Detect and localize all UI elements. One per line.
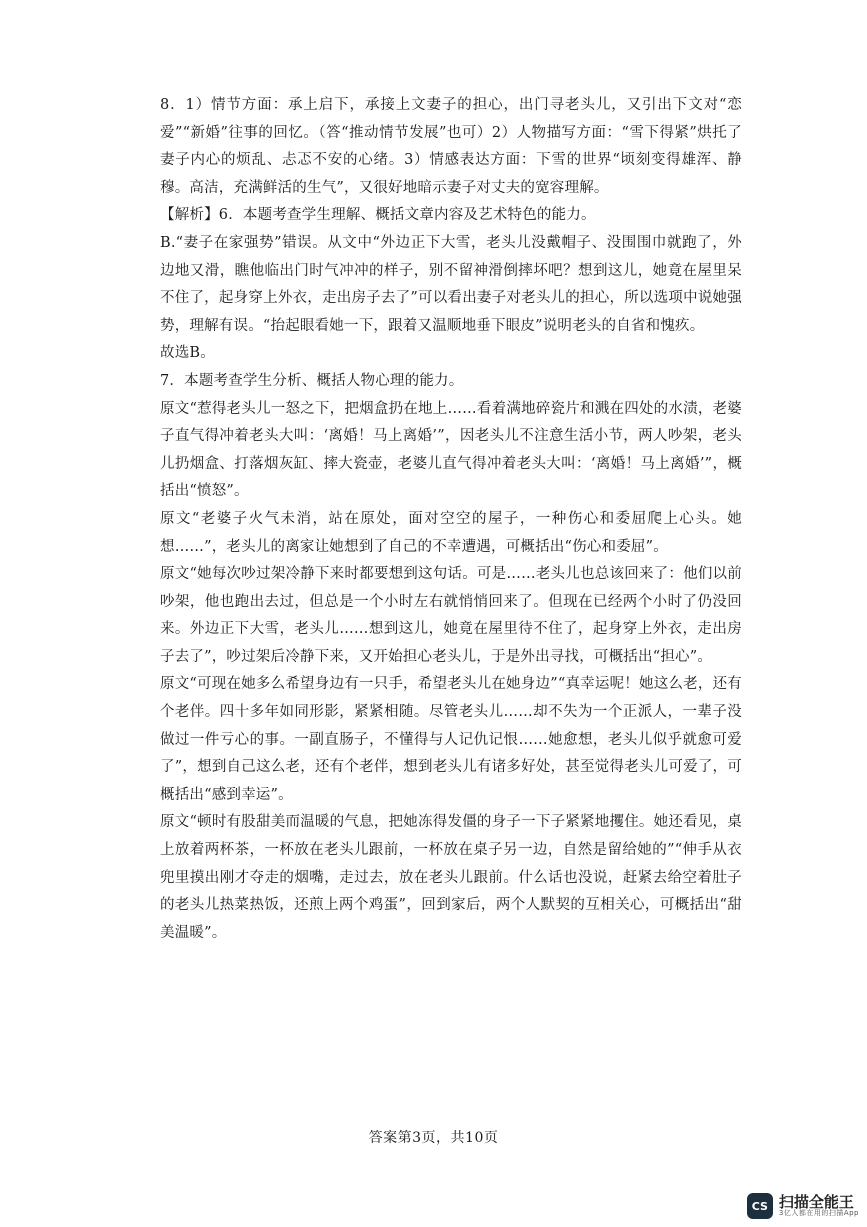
quote-anger: 原文“惹得老头儿一怒之下，把烟盒扔在地上……看着满地碎瓷片和溅在四处的水渍，老婆子直气得冲着老头大叫：‘离婚！马上离婚’”，因老头儿不注意生活小节，两人吵架，老头儿扔烟盒、打落烟灰缸、摔大瓷壶，老婆儿直气得冲着老头大叫：‘离婚！马上离婚’”，概括出“愤怒”。 (160, 400, 742, 500)
quote-worry: 原文“她每次吵过架冷静下来时都要想到这句话。可是……老头儿也总该回来了：他们以前吵架，他也跑出去过，但总是一个小时左右就悄悄回来了。但现在已经两个小时了仍没回来。外边正下大雪，老头儿……想到这儿，她竟在屋里待不住了，起身穿上外衣，走出房子去了”，吵过架后冷静下来，又开始担心老头儿，于是外出寻找，可概括出“担心”。 (160, 566, 742, 665)
answer-8-paragraph: 8．1）情节方面：承上启下，承接上文妻子的担心，出门寻老头儿，又引出下文对“恋爱”“新婚”往事的回忆。（答“推动情节发展”也可）2）人物描写方面：“雪下得紧”烘托了妻子内心的烦乱、忐忑不安的心绪。3）情感表达方面：下雪的世界“顷刻变得雄浑、静穆。高洁，充满鲜活的生气”，又很好地暗示妻子对丈夫的宽容理解。 (160, 97, 742, 196)
analysis-heading: 【解析】6．本题考查学生理解、概括文章内容及艺术特色的能力。 (160, 207, 596, 224)
watermark-app-name: 扫描全能王 (778, 1192, 854, 1211)
watermark-text (779, 1194, 859, 1218)
quote-sweet-warm: 原文“顿时有股甜美而温暖的气息，把她冻得发僵的身子一下子紧紧地攫住。她还看见，桌上放着两杯茶，一杯放在老头儿跟前，一杯放在桌子另一边，自然是留给她的”“伸手从衣兜里摸出刚才夺走的烟嘴，走过去，放在老头儿跟前。什么话也没说，赶紧去给空着肚子的老头儿热菜热饭，还煎上两个鸡蛋”，回到家后，两个人默契的互相关心，可概括出“甜美温暖”。 (160, 814, 742, 941)
camscanner-logo-icon: CS (747, 1193, 773, 1219)
option-b-explanation: B.“妻子在家强势”错误。从文中“外边正下大雪，老头儿没戴帽子、没围围巾就跑了，外边地又滑，瞧他临出门时气冲冲的样子，别不留神滑倒摔坏吧？想到这儿，她竟在屋里呆不住了，起身穿上外衣，走出房子去了”可以看出妻子对老头儿的担心，所以选项中说她强势，理解有误。“抬起眼看她一下，跟着又温顺地垂下眼皮”说明老头的自省和愧疚。 (160, 234, 742, 334)
watermark-subtitle: 3亿人都在用的扫描App (778, 1209, 859, 1218)
question-7-heading: 7．本题考查学生分析、概括人物心理的能力。 (160, 372, 464, 389)
page-number: 答案第3页，共10页 (368, 1130, 499, 1146)
answer-choice: 故选B。 (160, 345, 215, 362)
quote-fortunate: 原文“可现在她多么希望身边有一只手，希望老头儿在她身边”“真幸运呢！她这么老，还有个老伴。四十多年如同形影，紧紧相随。尽管老头儿……却不失为一个正派人，一辈子没做过一件亏心的事。一副直肠子，不懂得与人记仇记恨……她愈想，老头儿似乎就愈可爱了”，想到自己这么老，还有个老伴，想到老头儿有诸多好处，甚至觉得老头儿可爱了，可概括出“感到幸运”。 (160, 676, 742, 803)
answer-content (160, 92, 742, 947)
quote-grievance: 原文“老婆子火气未消，站在原处，面对空空的屋子，一种伤心和委屈爬上心头。她想……”，老头儿的离家让她想到了自己的不幸遭遇，可概括出“伤心和委屈”。 (160, 510, 742, 555)
scanner-watermark (747, 1193, 859, 1219)
